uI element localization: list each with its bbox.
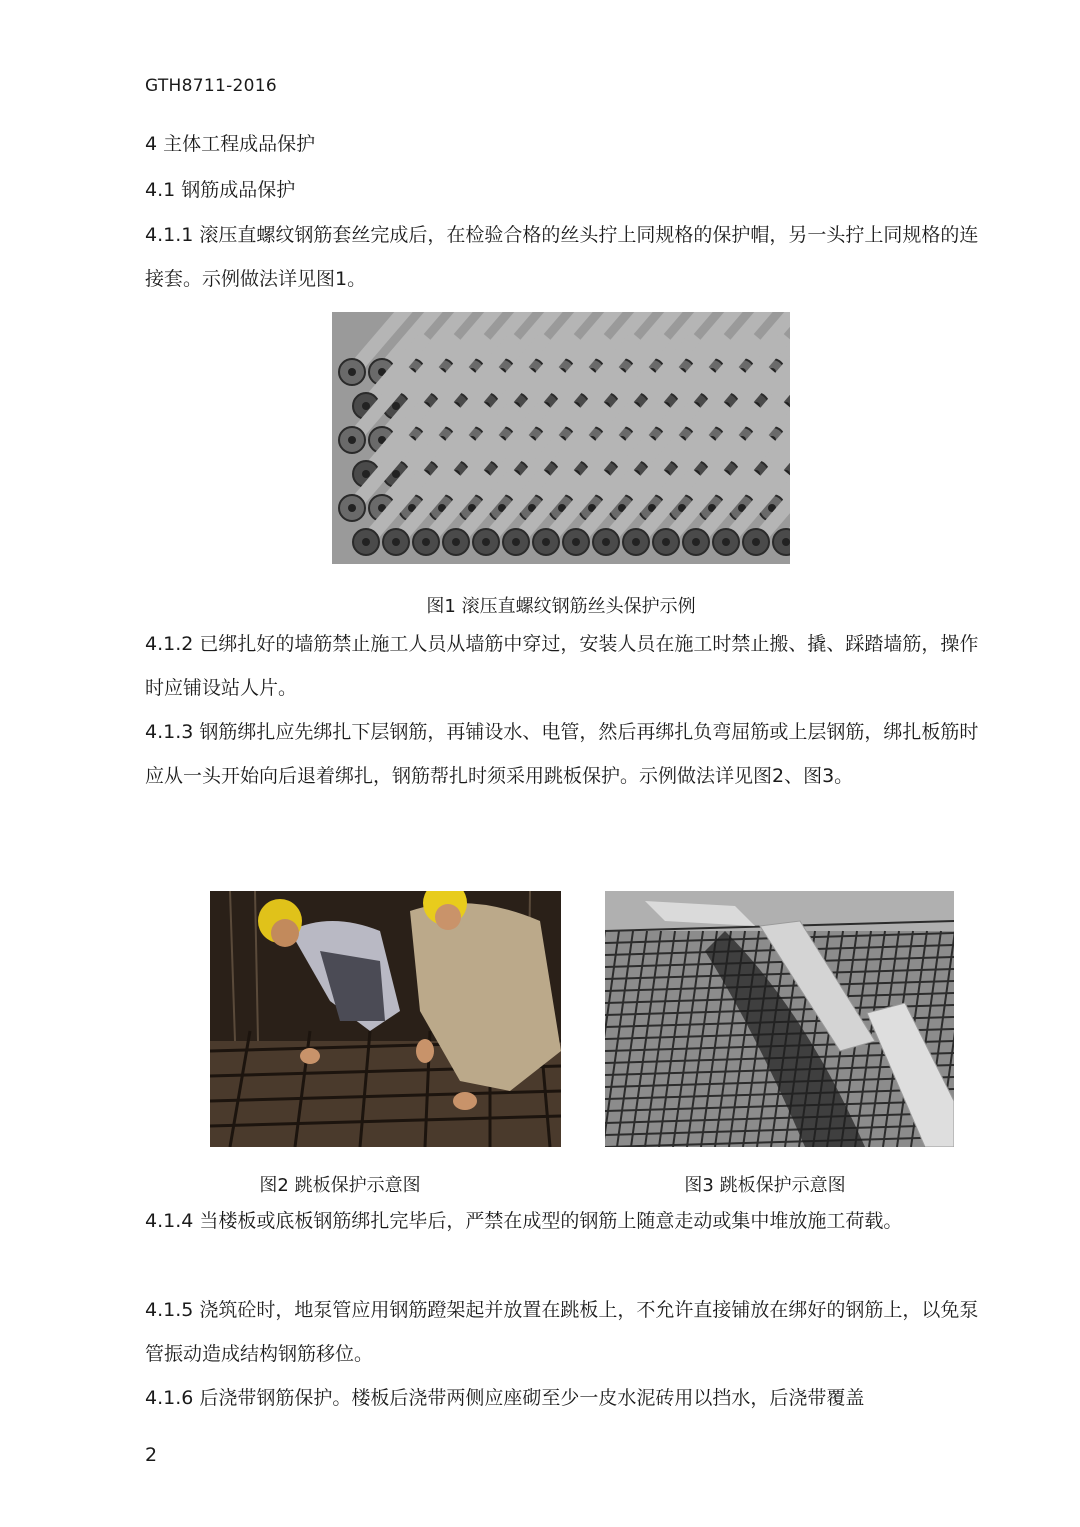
- section-heading-4-1: 4.1 钢筋成品保护: [145, 179, 296, 201]
- figure-3-caption: 图3 跳板保护示意图: [684, 1175, 846, 1196]
- figure-2-image: [210, 891, 561, 1147]
- page-number: 2: [145, 1444, 158, 1466]
- paragraph-4-1-5: 4.1.5 浇筑砼时，地泵管应用钢筋蹬架起并放置在跳板上，不允许直接铺放在绑好的钢筋上，以免泵管振动造成结构钢筋移位。: [145, 1299, 979, 1365]
- paragraph-4-1-4: 4.1.4 当楼板或底板钢筋绑扎完毕后，严禁在成型的钢筋上随意走动或集中堆放施工荷载。: [145, 1210, 903, 1232]
- paragraph-4-1-1: 4.1.1 滚压直螺纹钢筋套丝完成后，在检验合格的丝头拧上同规格的保护帽，另一头拧上同规格的连接套。示例做法详见图1。: [145, 224, 979, 290]
- figure-2-caption: 图2 跳板保护示意图: [259, 1175, 421, 1196]
- document-code: GTH8711-2016: [145, 76, 277, 96]
- figure-3-image: [605, 891, 954, 1147]
- section-heading-4: 4 主体工程成品保护: [145, 133, 316, 155]
- figure-1-image: [332, 312, 790, 564]
- figure-1-caption: 图1 滚压直螺纹钢筋丝头保护示例: [426, 596, 696, 617]
- paragraph-4-1-2: 4.1.2 已绑扎好的墙筋禁止施工人员从墙筋中穿过，安装人员在施工时禁止搬、撬、踩踏墙筋，操作时应铺设站人片。: [145, 633, 979, 699]
- paragraph-4-1-3: 4.1.3 钢筋绑扎应先绑扎下层钢筋，再铺设水、电管，然后再绑扎负弯屈筋或上层钢筋，绑扎板筋时应从一头开始向后退着绑扎，钢筋帮扎时须采用跳板保护。示例做法详见图2、图3。: [145, 721, 979, 787]
- paragraph-4-1-6: 4.1.6 后浇带钢筋保护。楼板后浇带两侧应座砌至少一皮水泥砖用以挡水，后浇带覆盖: [145, 1387, 865, 1409]
